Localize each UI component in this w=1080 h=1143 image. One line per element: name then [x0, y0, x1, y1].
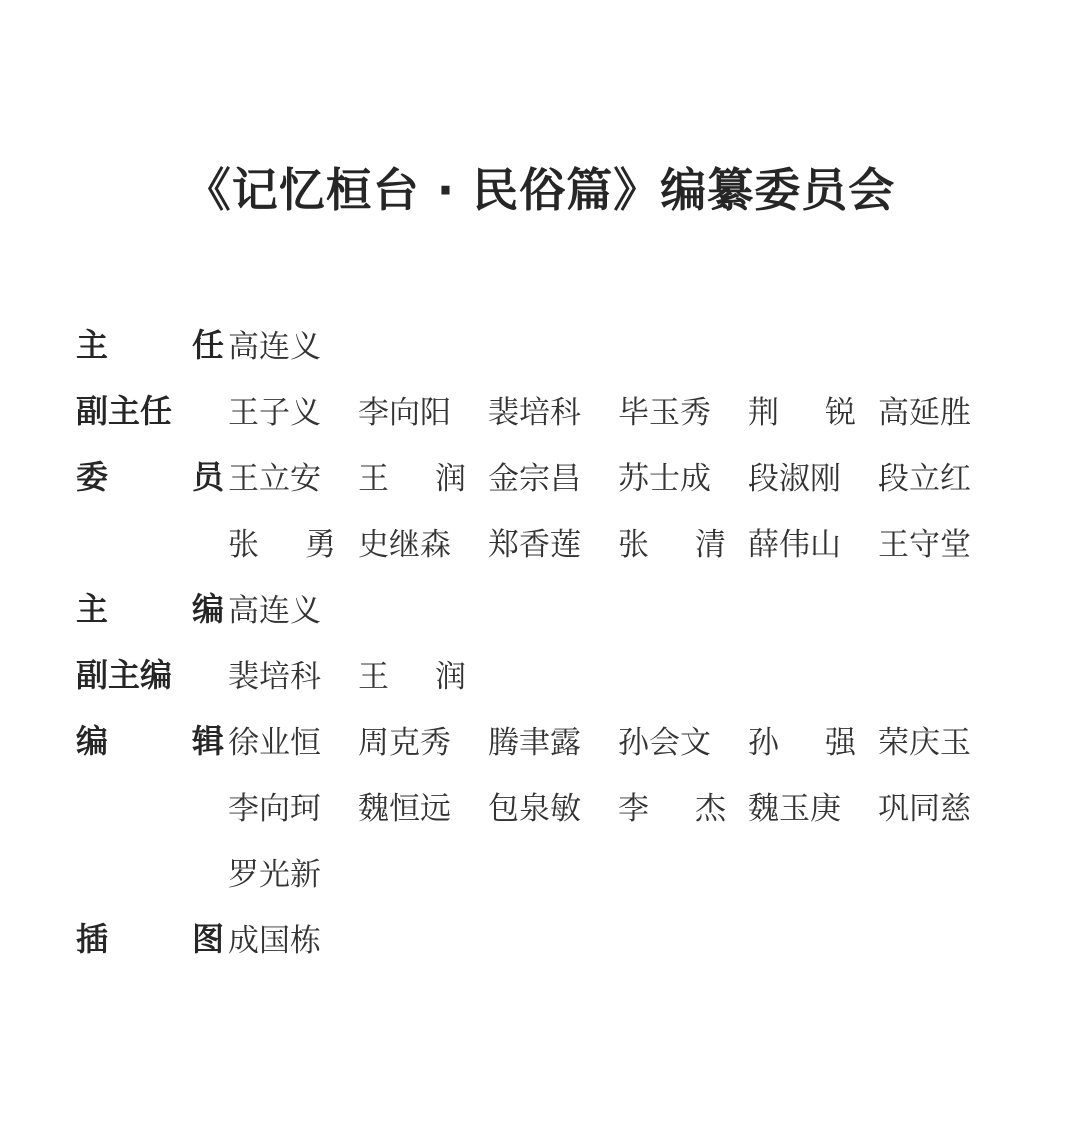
roster-row [76, 442, 1006, 508]
member-name: 高连义 [228, 592, 321, 629]
role-label: 编 辑 [76, 722, 224, 760]
name-list [228, 783, 986, 828]
member-name: 包泉敏 [488, 790, 581, 827]
member-name: 徐业恒 [228, 724, 321, 761]
roster-row [76, 310, 1006, 376]
name-list [228, 387, 986, 432]
name-list [228, 717, 986, 762]
roster-row [76, 376, 1006, 442]
role-label: 委 员 [76, 458, 224, 496]
member-name: 苏士成 [618, 460, 711, 497]
roster-row [76, 574, 1006, 640]
roster-row [76, 904, 1006, 970]
roster-row [76, 508, 1006, 574]
name-list [228, 585, 336, 630]
name-list [228, 453, 986, 498]
member-name: 王 润 [358, 460, 466, 497]
member-name: 周克秀 [358, 724, 451, 761]
member-name: 高延胜 [878, 394, 971, 431]
member-name: 金宗昌 [488, 460, 581, 497]
member-name: 薛伟山 [748, 526, 841, 563]
member-name: 李 杰 [618, 790, 726, 827]
roster-row [76, 772, 1006, 838]
committee-roster [76, 310, 1006, 970]
roster-row [76, 640, 1006, 706]
member-name: 魏恒远 [358, 790, 451, 827]
name-list [228, 849, 336, 894]
member-name: 裴培科 [488, 394, 581, 431]
member-name: 孙会文 [618, 724, 711, 761]
member-name: 段立红 [878, 460, 971, 497]
roster-row [76, 706, 1006, 772]
member-name: 王子义 [228, 394, 321, 431]
member-name: 腾聿露 [488, 724, 581, 761]
member-name: 孙 强 [748, 724, 856, 761]
member-name: 郑香莲 [488, 526, 581, 563]
role-label: 主 编 [76, 590, 224, 628]
role-label: 副主编 [76, 656, 173, 694]
member-name: 王 润 [358, 658, 466, 695]
member-name: 王立安 [228, 460, 321, 497]
member-name: 成国栋 [228, 922, 321, 959]
role-label: 插 图 [76, 920, 224, 958]
roster-row [76, 838, 1006, 904]
member-name: 罗光新 [228, 856, 321, 893]
member-name: 毕玉秀 [618, 394, 711, 431]
member-name: 张 勇 [228, 526, 336, 563]
member-name: 巩同慈 [878, 790, 971, 827]
name-list [228, 321, 336, 366]
member-name: 魏玉庚 [748, 790, 841, 827]
role-label: 副主任 [76, 392, 173, 430]
member-name: 高连义 [228, 328, 321, 365]
name-list [228, 651, 466, 696]
role-label: 主 任 [76, 326, 224, 364]
name-list [228, 915, 336, 960]
member-name: 荆 锐 [748, 394, 856, 431]
name-list [228, 519, 986, 564]
member-name: 李向珂 [228, 790, 321, 827]
page-title: 《记忆桓台 · 民俗篇》编纂委员会 [184, 163, 896, 217]
member-name: 李向阳 [358, 394, 451, 431]
member-name: 段淑刚 [748, 460, 841, 497]
member-name: 荣庆玉 [878, 724, 971, 761]
member-name: 史继森 [358, 526, 451, 563]
member-name: 张 清 [618, 526, 726, 563]
member-name: 裴培科 [228, 658, 321, 695]
member-name: 王守堂 [878, 526, 971, 563]
